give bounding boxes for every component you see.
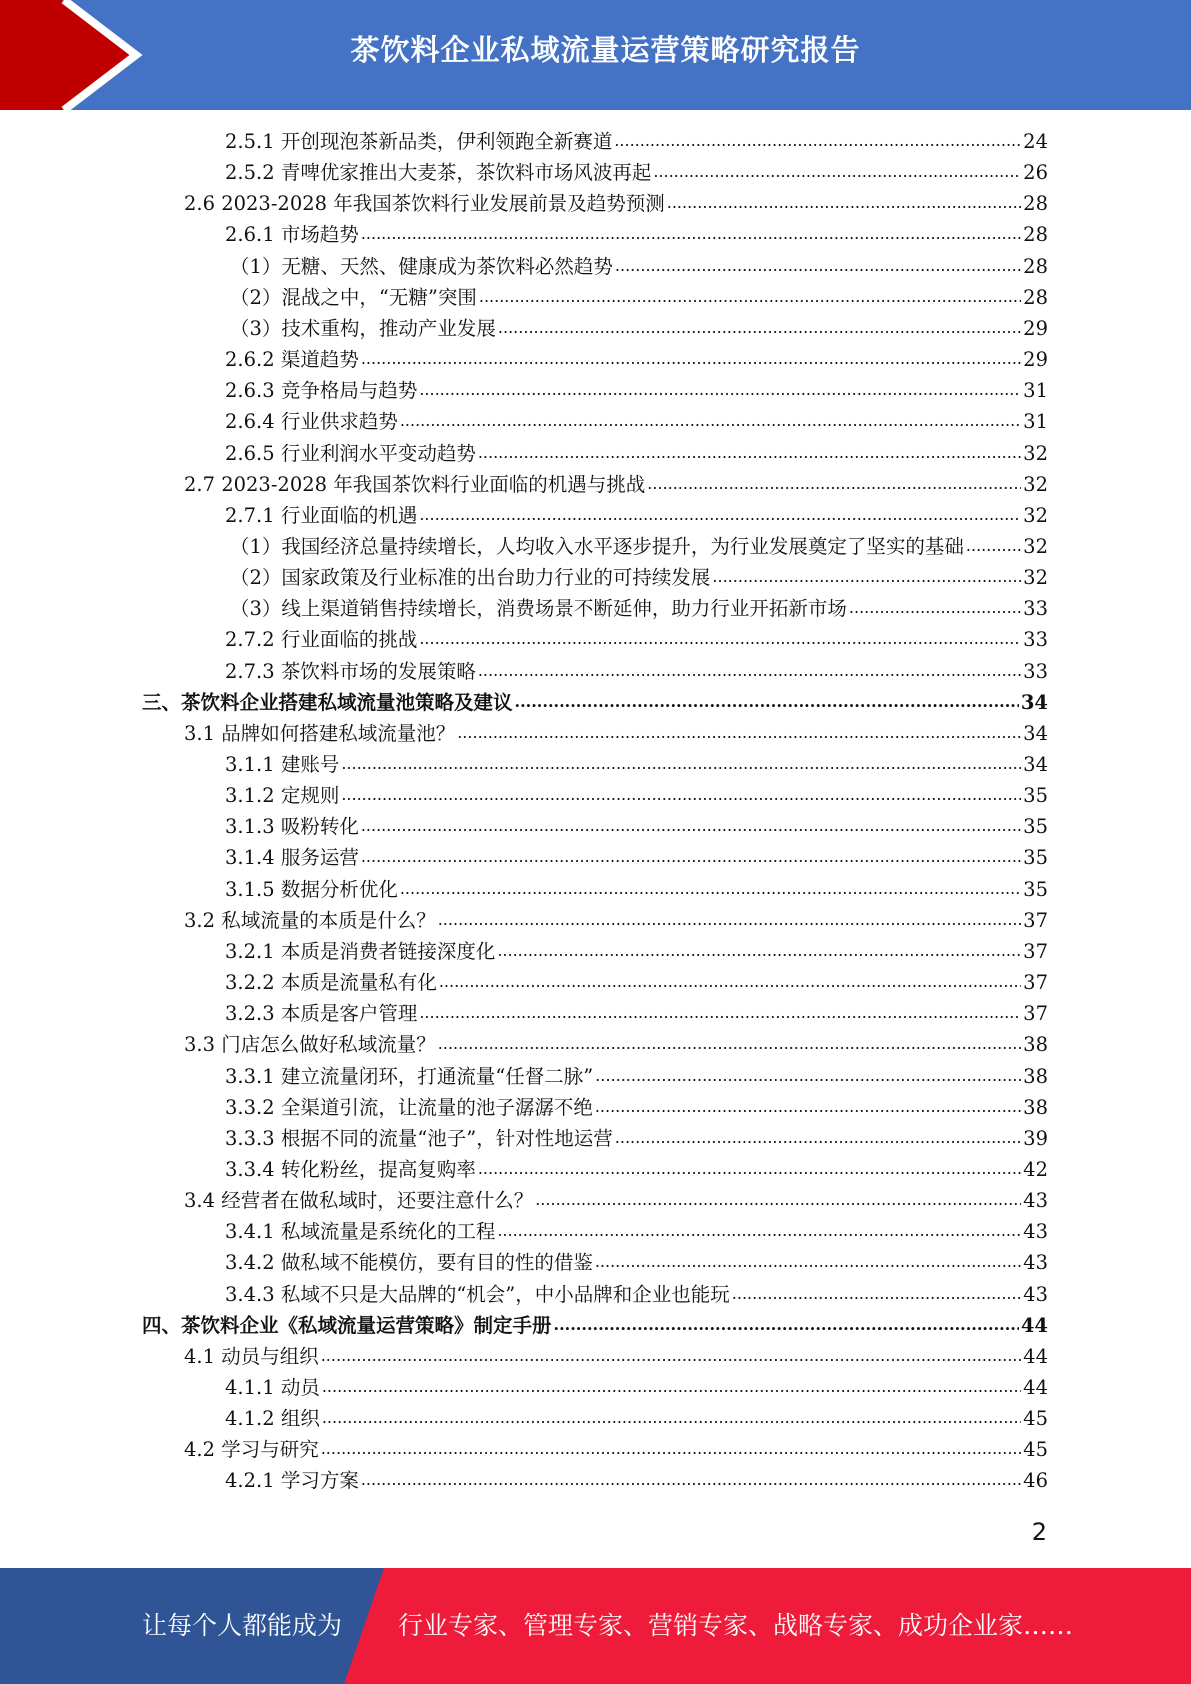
toc-entry[interactable] [230, 313, 1048, 344]
toc-entry[interactable] [225, 936, 1048, 967]
toc-entry-title: 2.5.2 青啤优家推出大麦茶，茶饮料市场风波再起 [225, 161, 652, 185]
toc-entry[interactable] [225, 219, 1048, 250]
toc-entry-title: （1）无糖、天然、健康成为茶饮料必然趋势 [230, 254, 613, 278]
toc-entry-page: 32 [1023, 503, 1048, 527]
toc-entry-page: 37 [1023, 939, 1048, 963]
toc-entry-title: 2.6 2023-2028 年我国茶饮料行业发展前景及趋势预测 [184, 192, 665, 216]
toc-entry[interactable] [225, 1465, 1048, 1496]
toc-entry-title: 3.4.3 私域不只是大品牌的“机会”，中小品牌和企业也能玩 [225, 1282, 730, 1306]
page-header [0, 0, 1191, 110]
footer-slogan-left: 让每个人都能成为 [142, 1611, 343, 1640]
toc-entry-page: 43 [1023, 1189, 1048, 1213]
toc-entry-title: 3.3.3 根据不同的流量“池子”，针对性地运营 [225, 1126, 613, 1150]
toc-entry[interactable] [184, 1341, 1048, 1372]
toc-entry[interactable] [230, 251, 1048, 282]
toc-dot-leader [419, 377, 1021, 400]
toc-entry-page: 35 [1023, 784, 1048, 808]
toc-entry[interactable] [230, 562, 1048, 593]
toc-dot-leader [667, 190, 1021, 213]
toc-dot-leader [554, 1312, 1019, 1335]
toc-entry-title: 3.3 门店怎么做好私域流量？ [184, 1033, 436, 1057]
toc-entry-page: 46 [1023, 1469, 1048, 1493]
toc-entry-page: 31 [1023, 410, 1048, 434]
toc-entry-title: 4.1.2 组织 [225, 1407, 320, 1431]
toc-dot-leader [497, 938, 1021, 961]
toc-dot-leader [712, 564, 1021, 587]
toc-entry-title: 三、茶饮料企业搭建私域流量池策略及建议 [142, 690, 513, 714]
toc-entry-page: 33 [1023, 628, 1048, 652]
toc-entry-page: 37 [1023, 908, 1048, 932]
toc-entry-page: 44 [1023, 1344, 1048, 1368]
toc-entry[interactable] [225, 126, 1048, 157]
toc-entry[interactable] [225, 500, 1048, 531]
toc-dot-leader [966, 533, 1021, 556]
toc-dot-leader [321, 1436, 1021, 1459]
toc-entry-page: 24 [1023, 130, 1048, 153]
toc-dot-leader [647, 471, 1021, 494]
toc-entry-page: 35 [1023, 846, 1048, 870]
toc-entry[interactable] [184, 1185, 1048, 1216]
toc-entry-page: 32 [1023, 472, 1048, 496]
toc-entry-page: 34 [1023, 721, 1048, 745]
toc-entry-page: 44 [1023, 1376, 1048, 1399]
toc-entry-page: 45 [1023, 1438, 1048, 1462]
toc-entry-title: 2.6.5 行业利润水平变动趋势 [225, 441, 476, 465]
toc-dot-leader [535, 1187, 1021, 1210]
toc-entry-title: （2）国家政策及行业标准的出台助力行业的可持续发展 [230, 566, 711, 590]
toc-entry-title: 3.4 经营者在做私域时，还要注意什么？ [184, 1189, 534, 1213]
toc-entry-page: 35 [1023, 877, 1048, 901]
toc-entry-page: 33 [1023, 659, 1048, 683]
toc-entry[interactable] [225, 344, 1048, 375]
toc-dot-leader [653, 159, 1021, 182]
toc-entry[interactable] [225, 780, 1048, 811]
toc-entry[interactable] [225, 811, 1048, 842]
toc-dot-leader [439, 969, 1021, 992]
toc-dot-leader [479, 284, 1021, 307]
toc-dot-leader [595, 1094, 1021, 1117]
toc-entry-title: 4.1.1 动员 [225, 1376, 320, 1399]
toc-entry-title: 2.6.2 渠道趋势 [225, 348, 359, 372]
toc-entry-page: 32 [1023, 566, 1048, 590]
toc-entry-title: 3.1.1 建账号 [225, 753, 340, 776]
toc-entry[interactable] [225, 438, 1048, 469]
toc-entry-page: 44 [1020, 1313, 1048, 1337]
toc-dot-leader [438, 907, 1021, 930]
footer-slogan-right: 行业专家、管理专家、营销专家、战略专家、成功企业家…… [398, 1611, 1074, 1640]
header-arrow-decoration [0, 0, 160, 110]
toc-entry-page: 42 [1023, 1157, 1048, 1181]
toc-entry-title: 3.2.3 本质是客户管理 [225, 1002, 418, 1026]
toc-dot-leader [321, 1343, 1021, 1366]
toc-dot-leader [614, 128, 1021, 151]
toc-dot-leader [361, 1467, 1021, 1490]
toc-dot-leader [478, 440, 1021, 463]
toc-dot-leader [515, 689, 1019, 712]
toc-entry-title: 2.7.3 茶饮料市场的发展策略 [225, 659, 476, 683]
toc-entry-page: 43 [1023, 1282, 1048, 1306]
toc-entry-title: 3.1 品牌如何搭建私域流量池？ [184, 721, 456, 745]
toc-dot-leader [732, 1281, 1021, 1304]
toc-entry[interactable] [184, 1029, 1048, 1060]
toc-entry-title: 3.3.2 全渠道引流，让流量的池子潺潺不绝 [225, 1095, 593, 1119]
toc-entry[interactable] [225, 375, 1048, 406]
toc-dot-leader [498, 315, 1021, 338]
toc-entry-page: 31 [1023, 379, 1048, 403]
toc-dot-leader [595, 1249, 1021, 1272]
toc-dot-leader [419, 1000, 1021, 1023]
toc-entry-title: 3.3.4 转化粉丝，提高复购率 [225, 1157, 476, 1181]
toc-dot-leader [595, 1063, 1021, 1086]
toc-entry-title: （3）线上渠道销售持续增长，消费场景不断延伸，助力行业开拓新市场 [230, 597, 847, 621]
toc-dot-leader [341, 751, 1021, 774]
toc-dot-leader [361, 221, 1021, 244]
toc-entry-page: 35 [1023, 815, 1048, 839]
toc-entry-page: 33 [1023, 597, 1048, 621]
toc-entry-title: 2.7.2 行业面临的挑战 [225, 628, 418, 652]
toc-dot-leader [849, 595, 1021, 618]
toc-entry[interactable] [225, 1247, 1048, 1278]
toc-dot-leader [361, 844, 1021, 867]
toc-entry-page: 29 [1023, 316, 1048, 340]
toc-entry-title: 3.4.1 私域流量是系统化的工程 [225, 1220, 496, 1244]
toc-entry-title: 3.3.1 建立流量闭环，打通流量“任督二脉” [225, 1064, 594, 1088]
toc-entry[interactable] [184, 1434, 1048, 1465]
toc-entry[interactable] [225, 624, 1048, 655]
toc-entry-page: 39 [1023, 1126, 1048, 1150]
toc-dot-leader [419, 502, 1021, 525]
toc-dot-leader [497, 1218, 1021, 1241]
toc-entry[interactable] [225, 656, 1048, 687]
toc-entry[interactable] [230, 282, 1048, 313]
toc-entry[interactable] [142, 1310, 1048, 1341]
toc-entry-page: 38 [1023, 1095, 1048, 1119]
toc-entry[interactable] [230, 531, 1048, 562]
toc-entry-page: 43 [1023, 1251, 1048, 1275]
toc-entry[interactable] [225, 1403, 1048, 1434]
toc-entry-page: 38 [1023, 1033, 1048, 1057]
toc-entry-page: 38 [1023, 1064, 1048, 1088]
toc-entry[interactable] [225, 1154, 1048, 1185]
toc-entry-page: 28 [1023, 192, 1048, 216]
toc-entry[interactable] [225, 406, 1048, 437]
toc-entry[interactable] [225, 1372, 1048, 1403]
toc-entry-page: 32 [1023, 534, 1048, 558]
toc-entry[interactable] [225, 874, 1048, 905]
toc-entry-title: 2.6.1 市场趋势 [225, 223, 359, 247]
toc-entry[interactable] [184, 469, 1048, 500]
toc-entry-page: 37 [1023, 1002, 1048, 1026]
toc-entry-page: 45 [1023, 1407, 1048, 1431]
toc-entry-page: 43 [1023, 1220, 1048, 1244]
toc-entry-title: 2.7 2023-2028 年我国茶饮料行业面临的机遇与挑战 [184, 472, 646, 496]
toc-dot-leader [615, 253, 1021, 276]
toc-entry[interactable] [225, 1279, 1048, 1310]
toc-entry-title: 3.1.5 数据分析优化 [225, 877, 398, 901]
toc-entry-title: 2.6.4 行业供求趋势 [225, 410, 398, 434]
toc-entry[interactable] [184, 905, 1048, 936]
toc-entry[interactable] [225, 1123, 1048, 1154]
toc-dot-leader [341, 782, 1021, 805]
toc-dot-leader [322, 1405, 1021, 1428]
toc-entry[interactable] [225, 842, 1048, 873]
toc-entry[interactable] [225, 998, 1048, 1029]
toc-entry-page: 26 [1023, 161, 1048, 185]
toc-entry[interactable] [225, 1061, 1048, 1092]
toc-entry-title: 3.2.1 本质是消费者链接深度化 [225, 939, 496, 963]
toc-entry[interactable] [225, 967, 1048, 998]
toc-entry[interactable] [184, 718, 1048, 749]
toc-dot-leader [361, 813, 1021, 836]
toc-entry-title: 四、茶饮料企业《私域流量运营策略》制定手册 [142, 1313, 552, 1337]
toc-entry-title: 4.2 学习与研究 [184, 1438, 319, 1462]
toc-entry-title: 4.2.1 学习方案 [225, 1469, 359, 1493]
toc-entry[interactable] [225, 1216, 1048, 1247]
toc-dot-leader [478, 1156, 1021, 1179]
toc-dot-leader [478, 658, 1021, 681]
toc-dot-leader [322, 1374, 1021, 1397]
toc-entry-title: 3.4.2 做私域不能模仿，要有目的性的借鉴 [225, 1251, 593, 1275]
toc-entry-page: 37 [1023, 971, 1048, 995]
toc-entry-title: 2.7.1 行业面临的机遇 [225, 503, 418, 527]
toc-entry-page: 34 [1020, 690, 1048, 714]
toc-entry-title: （3）技术重构，推动产业发展 [230, 316, 496, 340]
page-footer [0, 1568, 1191, 1684]
toc-entry[interactable] [230, 593, 1048, 624]
toc-entry[interactable] [184, 188, 1048, 219]
toc-entry-title: （1）我国经济总量持续增长，人均收入水平逐步提升，为行业发展奠定了坚实的基础 [230, 534, 964, 558]
toc-entry[interactable] [142, 687, 1048, 718]
toc-dot-leader [457, 720, 1021, 743]
toc-dot-leader [438, 1031, 1021, 1054]
toc-entry[interactable] [225, 1092, 1048, 1123]
toc-dot-leader [419, 626, 1021, 649]
toc-entry-page: 28 [1023, 285, 1048, 309]
toc-entry-page: 29 [1023, 348, 1048, 372]
toc-entry-title: （2）混战之中，“无糖”突围 [230, 285, 477, 309]
toc-entry-title: 3.2 私域流量的本质是什么？ [184, 908, 436, 932]
toc-entry-page: 28 [1023, 254, 1048, 278]
toc-entry[interactable] [225, 749, 1048, 780]
toc-entry-page: 34 [1023, 753, 1048, 776]
toc-entry[interactable] [225, 157, 1048, 188]
toc-entry-title: 2.5.1 开创现泡茶新品类，伊利领跑全新赛道 [225, 130, 613, 153]
toc-dot-leader [400, 876, 1021, 899]
toc-dot-leader [400, 408, 1021, 431]
toc-entry-page: 28 [1023, 223, 1048, 247]
toc-entry-page: 32 [1023, 441, 1048, 465]
toc-entry-title: 3.1.3 吸粉转化 [225, 815, 359, 839]
toc-entry-title: 3.1.2 定规则 [225, 784, 340, 808]
report-title: 茶饮料企业私域流量运营策略研究报告 [350, 33, 861, 67]
page-number: 2 [1031, 1518, 1047, 1546]
toc-entry-title: 3.2.2 本质是流量私有化 [225, 971, 437, 995]
toc-entry-title: 4.1 动员与组织 [184, 1344, 319, 1368]
toc-dot-leader [615, 1125, 1021, 1148]
toc-dot-leader [361, 346, 1021, 369]
toc-entry-title: 3.1.4 服务运营 [225, 846, 359, 870]
toc-entry-title: 2.6.3 竞争格局与趋势 [225, 379, 418, 403]
